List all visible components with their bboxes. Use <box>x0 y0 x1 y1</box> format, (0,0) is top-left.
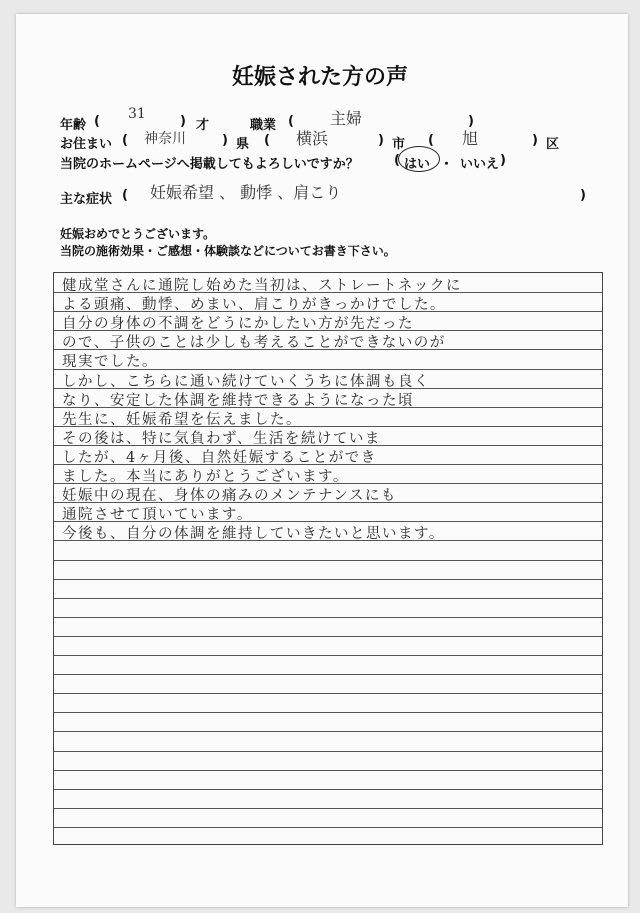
message-line: 現実でした。 <box>62 354 158 371</box>
message-line: 健成堂さんに通院し始めた当初は、ストレートネックに <box>62 278 462 294</box>
message-line: その後は、特に気負わず、生活を続けていま <box>62 430 381 447</box>
city-value: 横浜 <box>296 129 329 148</box>
publish-yes-option: はい <box>404 157 431 172</box>
message-line: 自分の身体の不調をどうにかしたい方が先だった <box>62 316 414 333</box>
paren-close: ) <box>222 133 228 148</box>
paren-close: ) <box>580 188 586 203</box>
intro-line-1: 妊娠おめでとうございます。 <box>60 227 216 241</box>
message-line: ました。本当にありがとうございます。 <box>62 469 349 485</box>
ruled-line <box>54 693 602 694</box>
paren-close: ) <box>532 133 538 148</box>
publish-no-option: いいえ <box>460 157 500 172</box>
paren-open: ( <box>288 114 294 129</box>
message-line: なり、安定した体調を維持できるようになった頃 <box>62 392 414 409</box>
paren-open: ( <box>94 114 100 129</box>
paren-close: ) <box>180 114 186 129</box>
message-line: 通院させて頂いています。 <box>62 507 253 524</box>
ruled-line <box>54 655 602 656</box>
paren-open: ( <box>394 153 400 168</box>
symptoms-label: 主な症状 <box>60 192 113 207</box>
job-value: 主婦 <box>330 109 363 128</box>
paren-open: ( <box>264 133 270 148</box>
ruled-line <box>54 598 602 599</box>
ruled-line <box>54 560 602 561</box>
ruled-line <box>54 789 602 790</box>
option-separator: ・ <box>440 157 454 172</box>
page-title: 妊娠された方の声 <box>231 65 408 90</box>
job-label: 職業 <box>250 118 277 133</box>
message-line: よる頭痛、動悸、めまい、肩こりがきっかけでした。 <box>62 297 446 314</box>
message-line: したが、4ヶ月後、自然妊娠することができ <box>62 449 377 466</box>
paren-open: ( <box>428 133 434 148</box>
ruled-line <box>54 579 602 580</box>
paren-close: ) <box>378 133 384 148</box>
message-line: 今後も、自分の体調を維持していきたいと思います。 <box>62 526 445 543</box>
ruled-line <box>54 617 602 618</box>
city-suffix: 市 <box>392 137 406 152</box>
paren-close: ) <box>468 114 474 129</box>
publish-question: 当院のホームページへ掲載してもよろしいですか？ <box>60 157 359 172</box>
message-line: 先生に、妊娠希望を伝えました。 <box>62 411 302 428</box>
intro-line-2: 当院の施術効果・ご感想・体験談などについてお書き下さい。 <box>60 244 396 258</box>
message-box <box>53 272 603 845</box>
ward-value: 旭 <box>462 129 479 148</box>
prefecture-value: 神奈川 <box>144 131 186 147</box>
message-line: ので、子供のことは少しも考えることができないのが <box>62 335 446 352</box>
ruled-line <box>54 827 602 828</box>
ward-suffix: 区 <box>546 137 560 152</box>
age-suffix: 才 <box>196 118 210 133</box>
ruled-line <box>54 674 602 675</box>
paren-open: ( <box>122 133 128 148</box>
paren-close: ) <box>500 153 506 168</box>
ruled-line <box>54 751 602 752</box>
ruled-line <box>54 770 602 771</box>
ruled-line <box>54 712 602 713</box>
ruled-line <box>54 636 602 637</box>
prefecture-suffix: 県 <box>236 137 250 152</box>
ruled-line <box>54 808 602 809</box>
symptoms-value: 妊娠希望 、 動悸 、肩こり <box>150 183 342 202</box>
age-label: 年齢 <box>60 118 87 133</box>
message-line: 妊娠中の現在、身体の痛みのメンテナンスにも <box>62 488 397 505</box>
ruled-line <box>54 731 602 732</box>
message-line: しかし、こちらに通い続けていくうちに体調も良く <box>62 373 430 390</box>
paren-open: ( <box>122 188 128 203</box>
address-label: お住まい <box>60 137 113 152</box>
age-value: 31 <box>128 106 146 122</box>
